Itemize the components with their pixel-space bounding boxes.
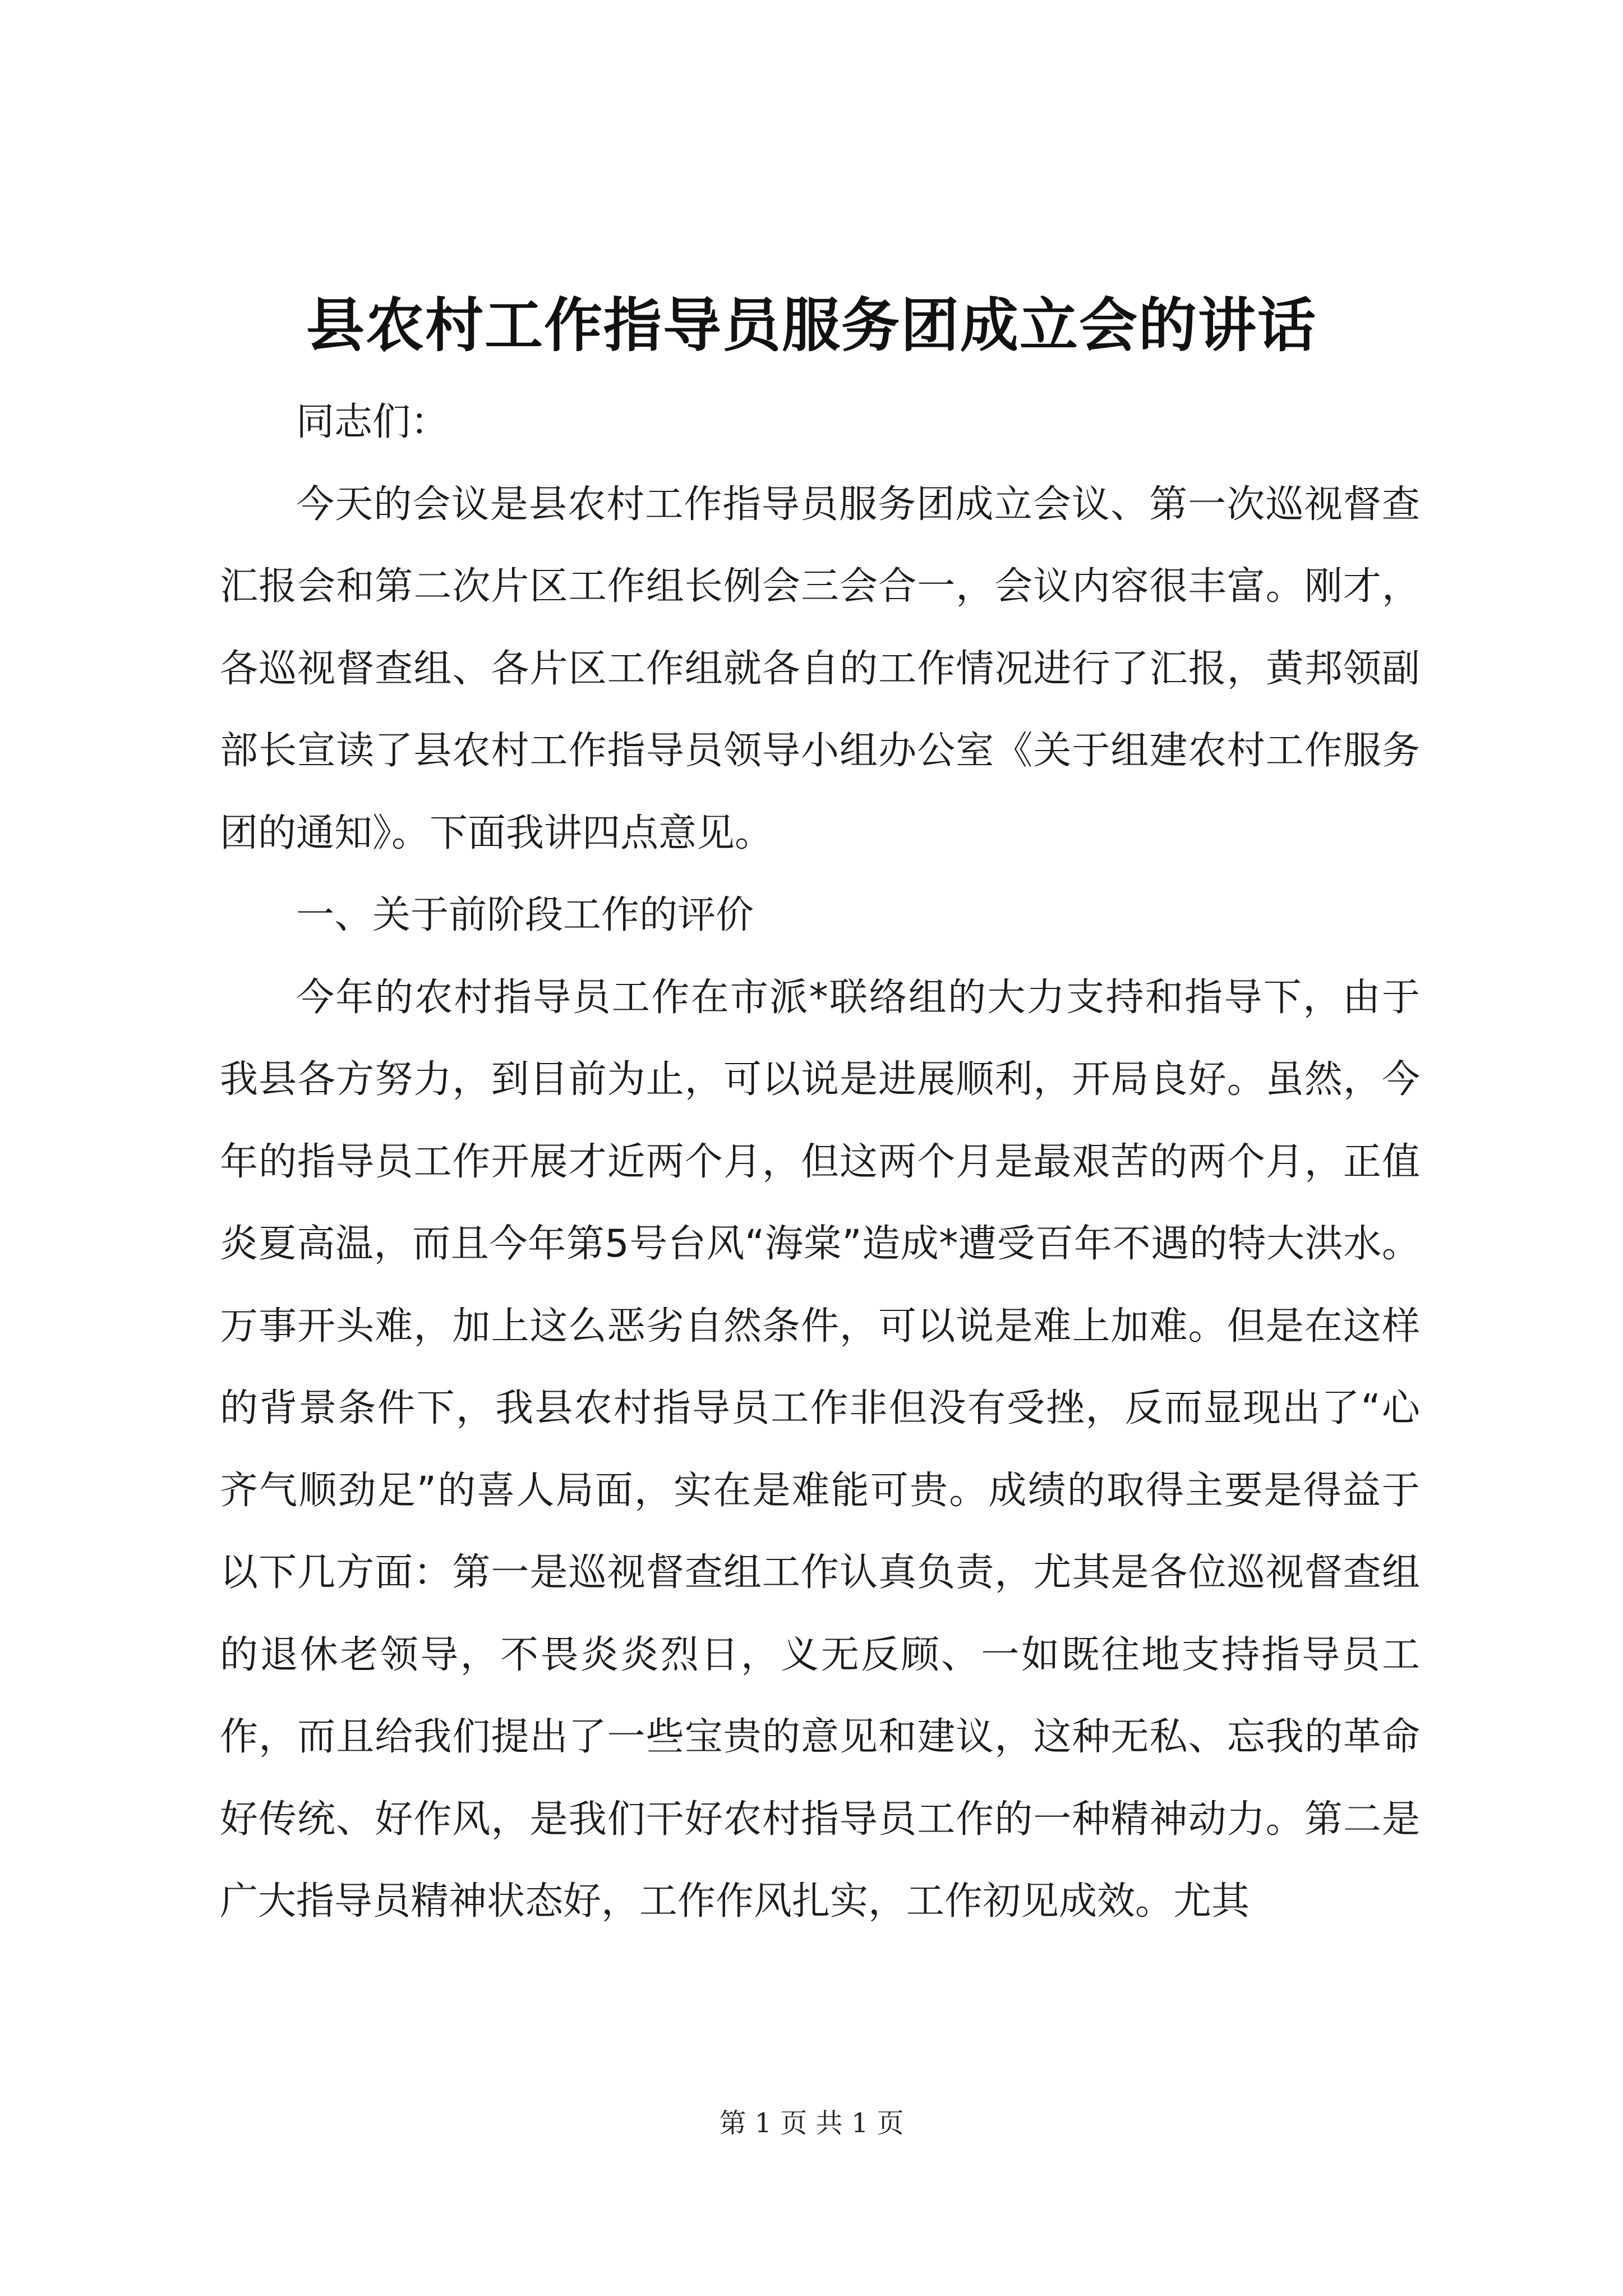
document-title: 县农村工作指导员服务团成立会的讲话 — [306, 291, 1317, 360]
evaluation-paragraph: 今年的农村指导员工作在市派*联络组的大力支持和指导下，由于我县各方努力，到目前为止，可以说是进展顺利，开局良好。虽然，今年的指导员工作开展才近两个月，但这两个月是最艰苦的两个月，正值炎夏高温，而且今年第5号台风“海棠”造成*遭受百年不遇的特大洪水。万事开头难，加上这么恶劣自然条件，可以说是难上加难。但是在这样的背景条件下，我县农村指导员工作非但没有受挫，反而显现出了“心齐气顺劲足”的喜人局面，实在是难能可贵。成绩的取得主要是得益于以下几方面：第一是巡视督查组工作认真负责，尤其是各位巡视督查组的退休老领导，不畏炎炎烈日，义无反顾、一如既往地支持指导员工作，而且给我们提出了一些宝贵的意见和建议，这种无私、忘我的革命好传统、好作风，是我们干好农村指导员工作的一种精神动力。第二是广大指导员精神状态好，工作作风扎实，工作初见成效。尤其 — [220, 975, 1420, 1924]
intro-paragraph: 今天的会议是县农村工作指导员服务团成立会议、第一次巡视督查汇报会和第二次片区工作组长例会三会合一，会议内容很丰富。刚才，各巡视督查组、各片区工作组就各自的工作情况进行了汇报，黄邦领副部长宣读了县农村工作指导员领导小组办公室《关于组建农村工作服务团的通知》。下面我讲四点意见。 — [220, 482, 1420, 855]
section-heading: 一、关于前阶段工作的评价 — [296, 893, 754, 937]
salutation-paragraph: 同志们： — [296, 400, 449, 444]
page-footer: 第 1 页 共 1 页 — [719, 2108, 904, 2139]
document-body — [220, 381, 1420, 1943]
